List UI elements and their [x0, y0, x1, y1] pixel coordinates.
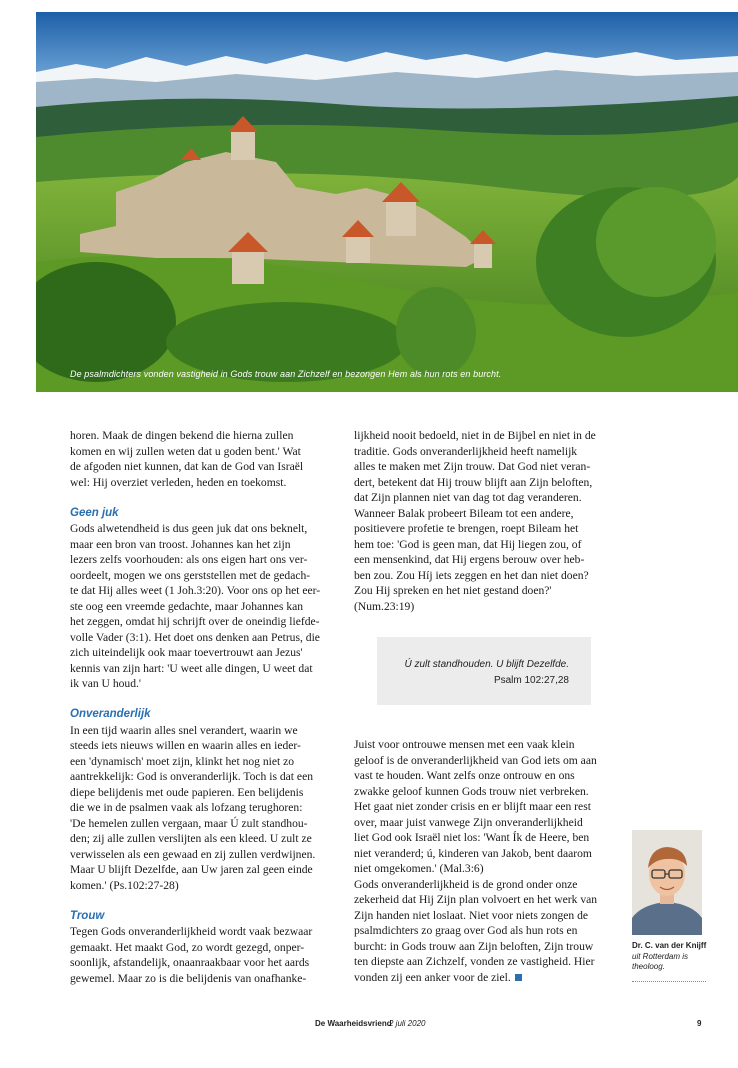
author-bio [632, 941, 712, 973]
text-line: soonlijk, afstandelijk, onaanraakbaar voor het aards [70, 956, 310, 969]
text-line: komen.' (Ps.102:27-28) [70, 878, 179, 892]
author-divider [632, 981, 706, 982]
text-line: gemaakt. Het maakt God, zo wordt gezegd, onper- [70, 940, 305, 954]
author-name: Dr. C. van der Knijff [632, 941, 707, 950]
text-line: Maar U blijft Dezelfde, aan Uw jaren zal geen einde [70, 863, 313, 876]
text-line: geloof is de onveranderlijkheid van God iets om aan [354, 753, 597, 767]
text-line: te dat Hij alles weet (1 Joh.3:20). Voor ons op het eer- [70, 584, 321, 597]
text-line: diepe belijdenis met oude papieren. Een belijdenis [70, 785, 304, 799]
text-line: lijkheid nooit bedoeld, niet in de Bijbel en niet in de [354, 429, 596, 442]
text-line: ik van U houd.' [70, 677, 142, 690]
hero-image [36, 12, 738, 392]
text-line: niet veranderd; ú, kinderen van Jakob, bent daarom [354, 846, 592, 860]
text-line: Juist voor ontrouwe mensen met een vaak klein [354, 738, 575, 751]
text-line: komen en wij zullen weten dat u goden bent.' Wat [70, 444, 301, 458]
text-line: Gods alwetendheid is dus geen juk dat ons beknelt, [70, 522, 308, 535]
article-column-right-top [354, 428, 624, 614]
text-line: aantrekkelijk: God is onveranderlijk. Toch is dat een [70, 770, 314, 783]
author-description-line: uit Rotterdam is [632, 951, 689, 961]
text-line: hem toe: 'God is geen man, dat Hij liegen zou, of [354, 537, 582, 551]
text-line: ten diepste aan Zichzelf, vonden ze vastigheid. Hier [354, 955, 595, 968]
pull-quote-reference: Psalm 102:27,28 [493, 675, 569, 686]
text-line: Wanneer Balak probeert Bileam tot een andere, [354, 506, 574, 520]
text-line: liet God ook Israël niet los: 'Want Ík de Heere, ben [354, 831, 590, 844]
text-line: de afgoden niet kunnen, dat kan de God van Israël [70, 460, 304, 473]
page-number: 9 [697, 1019, 702, 1028]
issue-date: 2 juli 2020 [389, 1019, 426, 1028]
pull-quote-text: Ú zult standhouden. U blijft Dezelfde. [404, 659, 569, 670]
text-line: den; zij alle zullen verslijten als een kleed. U zult ze [70, 832, 312, 845]
text-line-last [354, 970, 624, 986]
text-line: In een tijd waarin alles snel verandert, waarin we [70, 723, 298, 737]
text-line: psalmdichters zo graag over God als hun rots en [354, 924, 578, 937]
text-line: zekerheid dat Hij Zijn plan volvoert en het werk van [354, 893, 598, 906]
subheading-geen-juk: Geen juk [70, 506, 119, 519]
subheading-trouw: Trouw [70, 909, 105, 922]
text-line: dat Zijn plannen niet van dag tot dag veranderen. [354, 491, 582, 504]
article-column-right-bottom [354, 737, 624, 985]
text-line: steeds iets nieuws willen en waarin alles en ieder- [70, 739, 301, 752]
text-line: horen. Maak de dingen bekend die hierna zullen [70, 429, 294, 442]
text-line: gewemel. Maar zo is die belijdenis van onafhanke- [70, 971, 307, 985]
text-line: zich uiteindelijk ook maar toevertrouwt aan Jezus' [70, 646, 303, 659]
text-line: alles te maken met Zijn trouw. Dat God niet veran- [354, 460, 591, 473]
end-mark-icon [515, 974, 522, 981]
text-line: dert, betekent dat Hij trouw blijft aan Zijn beloften, [354, 475, 593, 489]
magazine-name: De Waarheidsvriend [315, 1019, 392, 1028]
text-line: vast te houden. Want zelfs onze ontrouw en ons [354, 769, 575, 782]
text-line: verwisselen als een gewaad en zij zullen verdwijnen. [70, 847, 316, 861]
text-line: kennis van zijn hart: 'U weet alle dingen, U weet dat [70, 661, 313, 675]
text-line: oordeelt, mogen we ons gerststellen met de gedach- [70, 568, 311, 582]
text-line: traditie. Gods onveranderlijkheid heeft namelijk [354, 444, 578, 458]
author-description-line: theoloog. [632, 962, 665, 971]
text-line: Zijn handen niet loslaat. Niet voor niets zongen de [354, 908, 589, 922]
text-line: wel: Hij overziet verleden, heden en toekomst. [70, 475, 287, 489]
text-line: een 'dynamisch' moet zijn, klinkt het nog niet zo [70, 754, 295, 768]
text-line: ben zou. Zou Híj iets zeggen en het dan niet doen? [354, 568, 589, 582]
text-line: het zeggen, omdat hij schrijft over de oneindig liefde- [70, 615, 320, 628]
text-line: maar een bron van troost. Johannes kan het zijn [70, 537, 291, 551]
text-line: (Num.23:19) [354, 599, 415, 613]
text-line: over, maar juist vanwege Zijn onveranderlijkheid [354, 815, 583, 829]
text-line: volle Vader (3:1). Het doet ons denken aan Petrus, die [70, 630, 320, 644]
text-line: niet omgekomen.' (Mal.3:6) [354, 862, 484, 875]
text-line: Het gaat niet zonder crisis en er blijft maar een rest [354, 800, 591, 813]
text-line: ste oog een vreemde gedachte, maar Johannes kan [70, 599, 304, 613]
subheading-onveranderlijk: Onveranderlijk [70, 708, 151, 720]
text-line: Zou Hij spreken en het niet gestand doen?' [354, 584, 552, 597]
text-line: Tegen Gods onveranderlijkheid wordt vaak bezwaar [70, 925, 313, 938]
author-photo [632, 830, 702, 935]
text-line: een mensenkind, dat Hij ergens berouw over heb- [354, 553, 585, 566]
last-line-text: vonden zij een anker voor de ziel. [354, 970, 511, 984]
text-line: burcht: in Gods trouw aan Zijn beloften, Zijn trouw [354, 939, 594, 953]
text-line: lezers zelfs voorhouden: als ons eigen hart ons ver- [70, 553, 308, 566]
article-column-left [70, 428, 338, 986]
pull-quote [377, 637, 591, 705]
text-line: die we in de psalmen vaak als lofzang terughoren: [70, 801, 303, 814]
text-line: 'De hemelen zullen vergaan, maar Ú zult standhou- [70, 816, 308, 830]
hero-caption: De psalmdichters vonden vastigheid in Gods trouw aan Zichzelf en bezongen Hem als hun rots en burcht. [70, 369, 502, 379]
text-line: positievere profetie te brengen, roept Bileam het [354, 522, 579, 535]
text-line: zwakke geloof kunnen Gods trouw niet verbreken. [354, 784, 589, 798]
text-line: Gods onveranderlijkheid is de grond onder onze [354, 877, 578, 891]
